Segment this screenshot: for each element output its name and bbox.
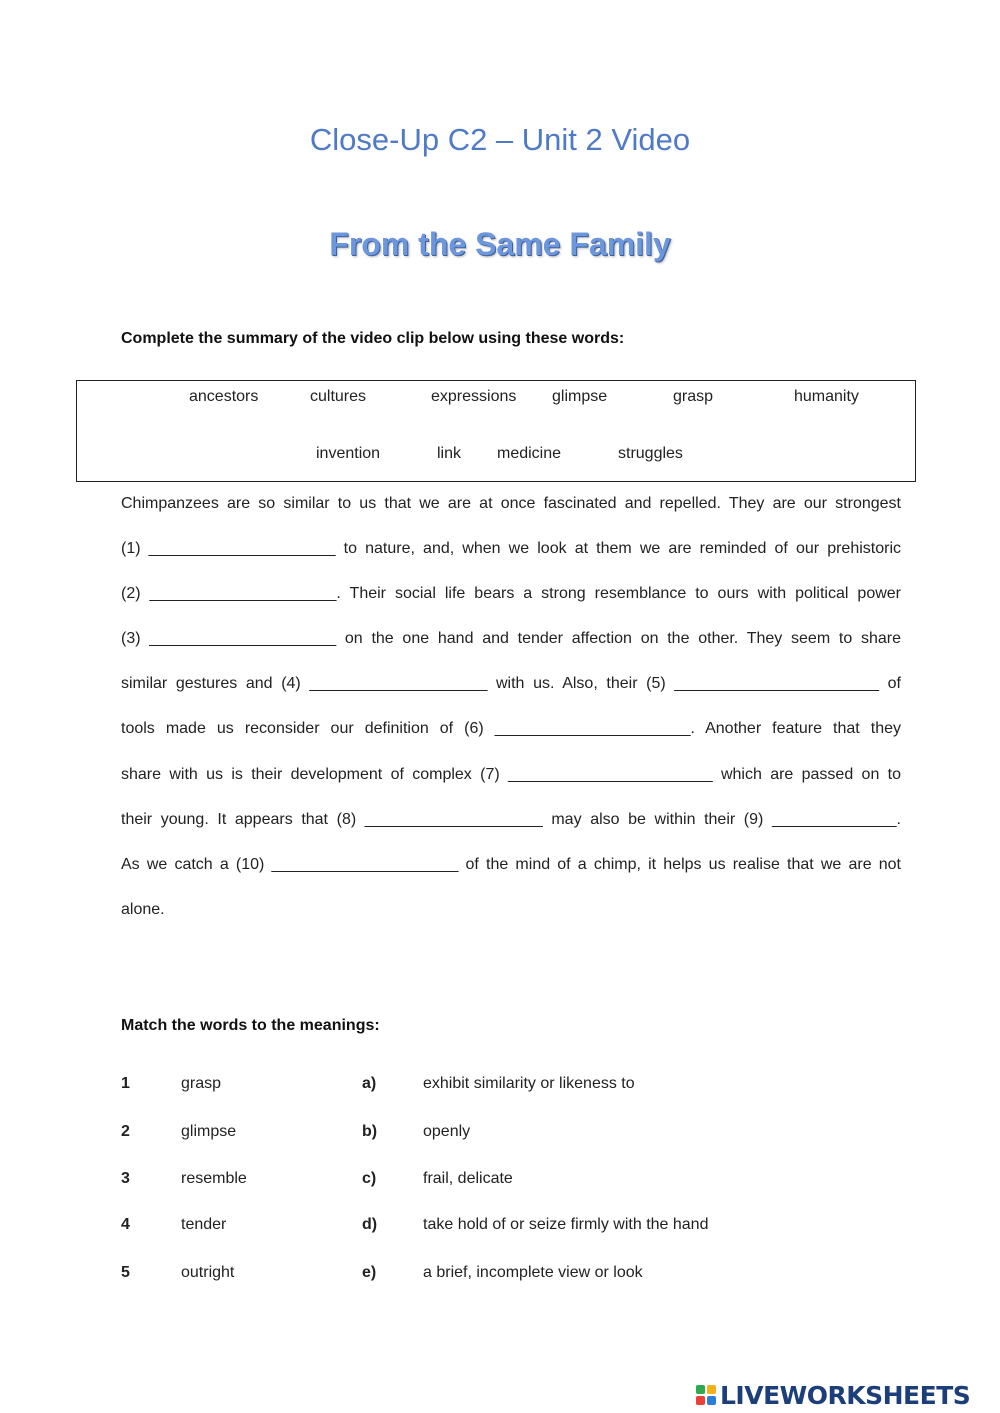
word-bank-item: ancestors [189,388,259,405]
word-bank-item: invention [316,445,381,462]
exercise2-instruction: Match the words to the meanings: [121,1017,380,1034]
worksheet-subtitle: From the Same Family [329,226,671,262]
word-bank-item: link [437,445,462,462]
word-bank-item: expressions [431,388,517,405]
word-bank-item: struggles [618,445,683,462]
passage-line: Chimpanzees are so similar to us that we are at once fascinated and repelled. They are our strongest [121,495,901,512]
match-row [0,1123,1000,1145]
word-bank-item: cultures [310,388,367,405]
match-definition: openly [423,1123,471,1140]
match-row [0,1216,1000,1238]
match-row [0,1075,1000,1097]
match-word: grasp [181,1075,222,1092]
worksheet-title: Close-Up C2 – Unit 2 Video [309,122,691,157]
word-bank-item: medicine [497,445,562,462]
match-letter: c) [362,1170,377,1187]
match-number: 5 [121,1264,130,1281]
match-number: 4 [121,1216,130,1233]
passage-line: (3) _____________________ on the one hand and tender affection on the other. They seem to share [121,630,901,648]
match-word: resemble [181,1170,247,1187]
match-row [0,1170,1000,1192]
word-bank [76,380,916,482]
match-word: outright [181,1264,235,1281]
match-definition: a brief, incomplete view or look [423,1264,643,1281]
passage-line: As we catch a (10) _____________________ of the mind of a chimp, it helps us realise that we are not [121,855,901,873]
match-word: tender [181,1216,227,1233]
passage-line: similar gestures and (4) ____________________ with us. Also, their (5) _______________________ of [121,675,901,693]
match-number: 3 [121,1170,130,1187]
match-letter: d) [362,1216,378,1233]
logo-text: LIVEWORKSHEETS [720,1380,971,1410]
passage-line: (2) _____________________. Their social life bears a strong resemblance to ours with political power [121,585,901,603]
match-definition: exhibit similarity or likeness to [423,1075,635,1092]
passage-line: their young. It appears that (8) ____________________ may also be within their (9) ______________. [121,810,901,828]
match-row [0,1264,1000,1286]
word-bank-item: glimpse [552,388,608,405]
match-number: 1 [121,1075,130,1092]
passage-line: alone. [121,900,165,918]
match-definition: frail, delicate [423,1170,513,1187]
exercise1-instruction: Complete the summary of the video clip below using these words: [121,330,625,347]
logo-grid-icon [696,1385,716,1405]
passage-line: share with us is their development of complex (7) _______________________ which are passed on to [121,765,901,783]
match-letter: e) [362,1264,377,1281]
match-letter: b) [362,1123,378,1140]
match-word: glimpse [181,1123,237,1140]
liveworksheets-logo [696,1380,970,1410]
match-definition: take hold of or seize firmly with the hand [423,1216,709,1233]
word-bank-item: humanity [794,388,859,405]
summary-passage [121,481,901,932]
passage-line: tools made us reconsider our definition of (6) ______________________. Another feature that they [121,720,901,738]
word-bank-item: grasp [673,388,714,405]
passage-line: (1) _____________________ to nature, and, when we look at them we are reminded of our prehistoric [121,540,901,558]
match-letter: a) [362,1075,377,1092]
match-number: 2 [121,1123,130,1140]
